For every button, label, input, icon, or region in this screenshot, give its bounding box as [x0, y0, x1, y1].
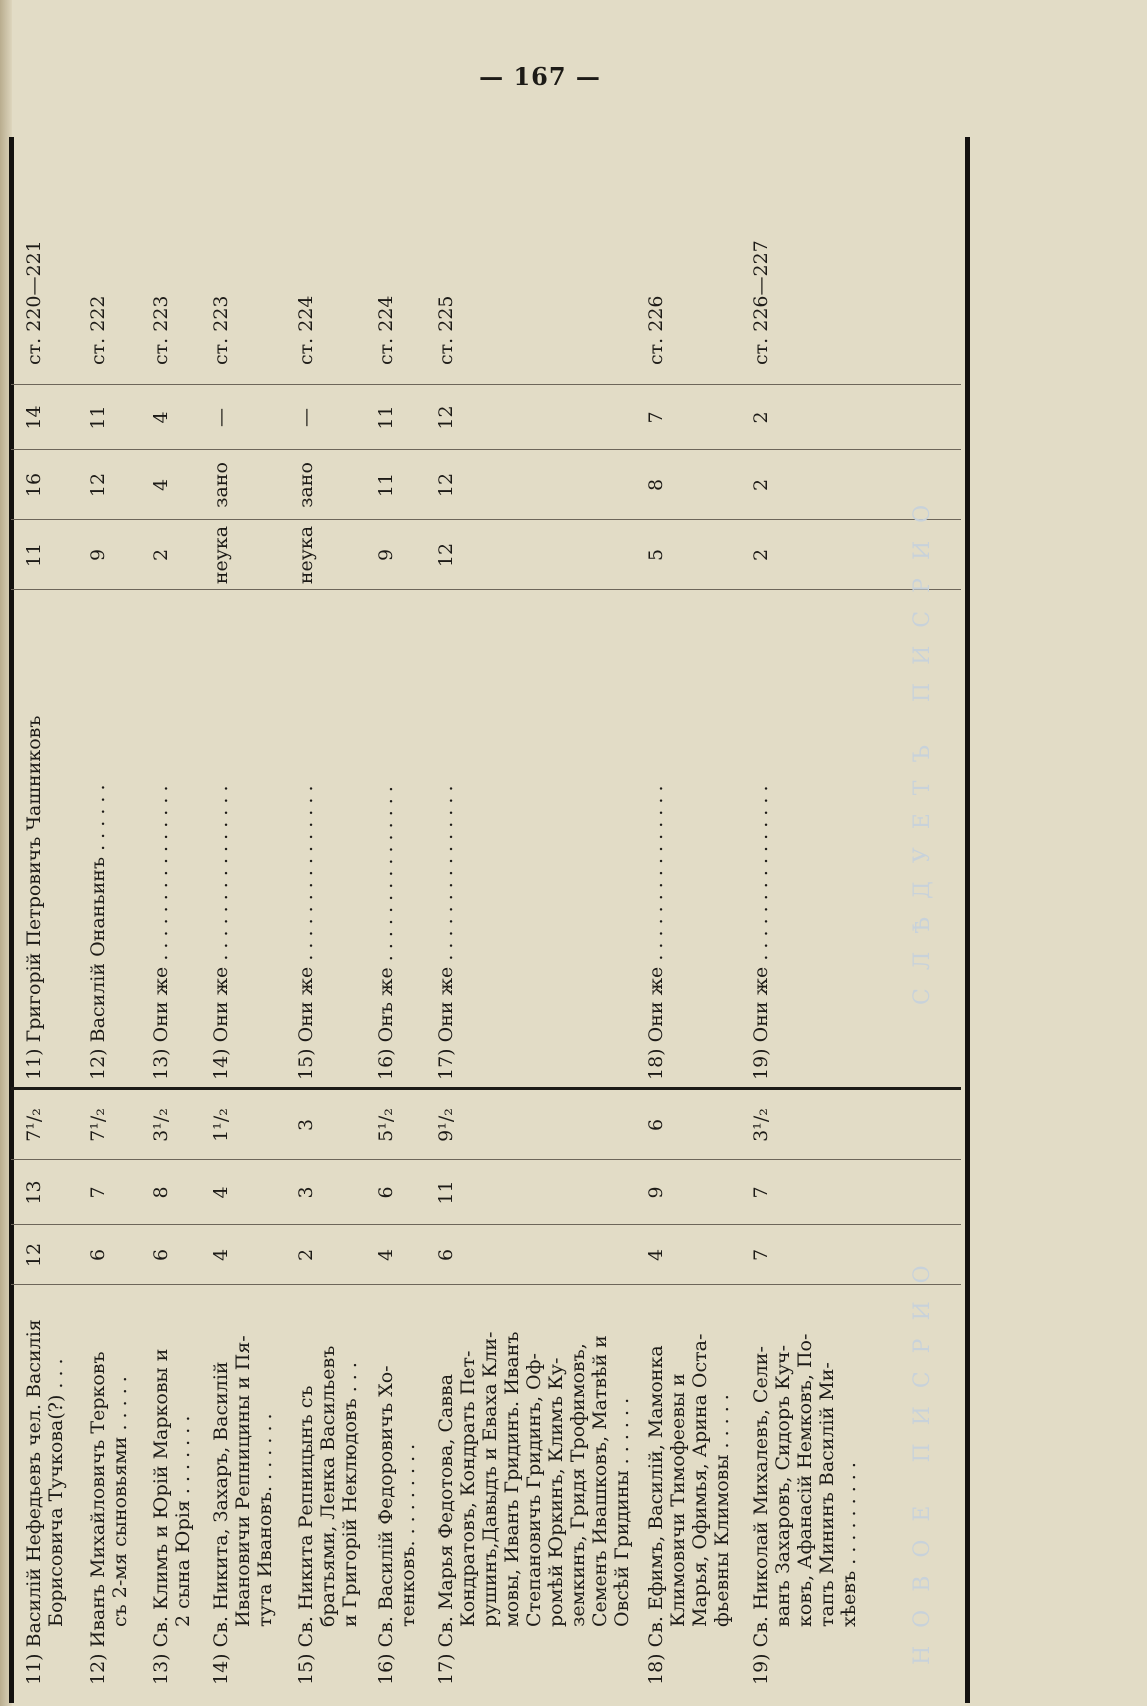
left-text-line: Климовичи Тимофеевы и: [667, 1373, 689, 1627]
left-text-line: фьевны Климовы . . . . .: [711, 1394, 733, 1627]
cell-col-e: зано: [295, 462, 317, 508]
cell-col-d: неука: [210, 525, 232, 585]
left-text-line: мовы, Иванъ Гридинъ. Иванъ: [501, 1331, 523, 1627]
cell-col-a: 6: [435, 1248, 457, 1262]
cell-col-c: 3¹/₂: [750, 1108, 772, 1142]
cell-col-c: 6: [645, 1118, 667, 1132]
table-top-rule: [9, 137, 14, 1703]
cell-col-a: 7: [750, 1248, 772, 1262]
left-text-line: и Григорій Неклюдовъ . . .: [339, 1362, 361, 1627]
left-text-line: Кондратовъ, Кондрать Пет-: [457, 1350, 479, 1627]
left-text-line: 16) Св. Василій Федоровичъ Хо-: [375, 1365, 397, 1685]
table-row-left-text: [750, 1290, 860, 1685]
cell-col-d: 5: [645, 548, 667, 562]
left-text-line: тута Ивановъ. . . . . . .: [254, 1413, 276, 1627]
table-row-left-text: [375, 1290, 419, 1685]
cell-col-e: 11: [375, 472, 397, 498]
cell-col-f: 11: [375, 405, 397, 430]
cell-reference: ст. 226—227: [750, 240, 772, 365]
cell-col-b: 6: [375, 1186, 397, 1199]
cell-col-a: 6: [150, 1248, 172, 1262]
left-text-line: земкинъ, Гридя Трофимовъ,: [567, 1343, 589, 1627]
cell-col-d: 9: [87, 548, 109, 562]
left-text-line: 17) Св. Марья Федотова, Савва: [435, 1373, 457, 1685]
left-text-line: 15) Св. Никита Репницынъ съ: [295, 1385, 317, 1685]
cell-reference: ст. 224: [295, 295, 317, 365]
cell-col-b: 7: [87, 1186, 109, 1199]
left-text-line: хѣевъ . . . . . . . . .: [838, 1462, 860, 1627]
left-text-line: тенковъ. . . . . . . . .: [397, 1443, 419, 1627]
cell-reference: ст. 220—221: [23, 240, 45, 365]
cell-col-f: 11: [87, 405, 109, 430]
cell-reference: ст. 222: [87, 295, 109, 365]
header-col-c: 7¹/₂: [23, 1108, 45, 1142]
cell-col-a: 4: [375, 1248, 397, 1262]
cell-reference: ст. 224: [375, 295, 397, 365]
cell-right-name: 16) Онъ же . . . . . . . . . . . . . . .: [375, 786, 397, 1080]
cell-right-name: 15) Они же . . . . . . . . . . . . . . .: [295, 785, 317, 1080]
cell-col-c: 3: [295, 1118, 317, 1132]
left-text-line: 13) Св. Климъ и Юрій Марковы и: [150, 1348, 172, 1685]
cell-reference: ст. 223: [210, 295, 232, 365]
table-row-left-text: [645, 1290, 733, 1685]
cell-col-e: 16: [23, 472, 45, 498]
header-col-a: 12: [23, 1242, 45, 1268]
cell-col-e: зано: [210, 462, 232, 508]
header-col-b: 13: [23, 1180, 45, 1205]
table-row-left-text: [23, 1290, 67, 1685]
left-text-line: 12) Иванъ Михайловичъ Терковъ: [87, 1351, 109, 1685]
cell-col-e: 12: [87, 472, 109, 498]
cell-col-b: 7: [750, 1186, 772, 1199]
left-text-line: Овсѣй Гридины . . . . . .: [611, 1397, 633, 1627]
cell-col-d: 2: [750, 548, 772, 562]
page-number: — 167 —: [479, 62, 601, 91]
table-bottom-rule: [965, 137, 970, 1703]
cell-col-d: 2: [150, 548, 172, 562]
cell-col-c: 5¹/₂: [375, 1108, 397, 1142]
left-text-line: Борисовича Тучкова(?) . . .: [45, 1358, 67, 1627]
cell-col-d: 12: [435, 542, 457, 568]
cell-right-name: 17) Они же . . . . . . . . . . . . . . .: [435, 785, 457, 1080]
table-row-left-text: [150, 1290, 194, 1685]
cell-col-f: 12: [435, 405, 457, 430]
cell-col-a: 4: [210, 1248, 232, 1262]
left-text-line: 18) Св. Ефимъ, Василій, Мамонка: [645, 1345, 667, 1685]
left-text-line: Марья, Офимья, Арина Оста-: [689, 1333, 711, 1627]
cell-col-a: 6: [87, 1248, 109, 1262]
cell-col-e: 8: [645, 478, 667, 492]
left-text-line: ванъ Захаровъ, Сидоръ Куч-: [772, 1345, 794, 1627]
cell-reference: ст. 226: [645, 295, 667, 365]
cell-col-c: 1¹/₂: [210, 1108, 232, 1142]
left-text-line: Семенъ Ивашковъ, Матвѣй и: [589, 1335, 611, 1627]
cell-right-name: 12) Василій Онаньинъ . . . . . .: [87, 784, 109, 1080]
cell-right-name: 18) Они же . . . . . . . . . . . . . . .: [645, 785, 667, 1080]
left-text-line: ромѣй Юркинъ, Климъ Ку-: [545, 1357, 567, 1627]
cell-right-name: 13) Они же . . . . . . . . . . . . . . .: [150, 785, 172, 1080]
cell-col-b: 3: [295, 1186, 317, 1199]
rotated-table-frame: [5, 135, 985, 1705]
cell-col-d: 9: [375, 548, 397, 562]
table-row-left-text: [210, 1290, 276, 1685]
footer-right-faded: СЛѢДУЕТЪ ПИСРИО: [910, 486, 935, 1005]
cell-right-name: 19) Они же . . . . . . . . . . . . . . .: [750, 785, 772, 1080]
cell-reference: ст. 225: [435, 295, 457, 365]
cell-col-b: 4: [210, 1186, 232, 1199]
cell-col-c: 7¹/₂: [87, 1108, 109, 1142]
cell-col-b: 9: [645, 1186, 667, 1199]
cell-right-name: 11) Григорій Петровичъ Чашниковъ: [23, 715, 45, 1080]
cell-col-a: 4: [645, 1248, 667, 1262]
cell-col-c: 3¹/₂: [150, 1108, 172, 1142]
left-text-line: братьями, Ленка Васильевъ: [317, 1345, 339, 1627]
cell-col-e: 12: [435, 472, 457, 498]
left-text-line: рушинъ,Давыдъ и Еваха Кли-: [479, 1331, 501, 1627]
cell-col-e: 2: [750, 478, 772, 492]
census-table: [5, 135, 985, 1705]
cell-col-f: 14: [23, 405, 45, 430]
left-text-line: Степановичъ Гридинъ, Оф-: [523, 1353, 545, 1627]
left-text-line: тапъ Мининъ Василій Ми-: [816, 1362, 838, 1627]
cell-reference: ст. 223: [150, 295, 172, 365]
footer-left-faded: НОВОЕ ПИСРИО: [910, 1247, 935, 1665]
cell-col-f: 4: [150, 411, 172, 424]
cell-col-c: 9¹/₂: [435, 1108, 457, 1142]
table-row-left-text: [295, 1290, 361, 1685]
cell-col-b: 8: [150, 1186, 172, 1199]
left-text-line: 2 сына Юрія . . . . . . .: [172, 1415, 194, 1627]
left-text-line: 19) Св. Николай Михалевъ, Сели-: [750, 1346, 772, 1685]
left-text-line: ковъ, Афанасій Немковъ, По-: [794, 1333, 816, 1627]
table-row-left-text: [435, 1290, 633, 1685]
cell-col-e: 4: [150, 478, 172, 492]
left-text-line: съ 2-мя сыновьями . . . . .: [109, 1376, 131, 1627]
cell-col-d: 11: [23, 542, 45, 568]
left-text-line: Ивановичи Репницины и Пя-: [232, 1335, 254, 1627]
cell-col-d: неука: [295, 525, 317, 585]
left-text-line: 14) Св. Никита, Захаръ, Василій: [210, 1361, 232, 1685]
cell-right-name: 14) Они же . . . . . . . . . . . . . . .: [210, 785, 232, 1080]
table-row-left-text: [87, 1290, 131, 1685]
cell-col-a: 2: [295, 1248, 317, 1262]
cell-col-f: 2: [750, 411, 772, 424]
cell-col-f: —: [295, 408, 317, 427]
left-text-line: 11) Василій Нефедьевъ чел. Василія: [23, 1319, 45, 1685]
cell-col-f: —: [210, 408, 232, 427]
cell-col-b: 11: [435, 1180, 457, 1205]
cell-col-f: 7: [645, 411, 667, 424]
